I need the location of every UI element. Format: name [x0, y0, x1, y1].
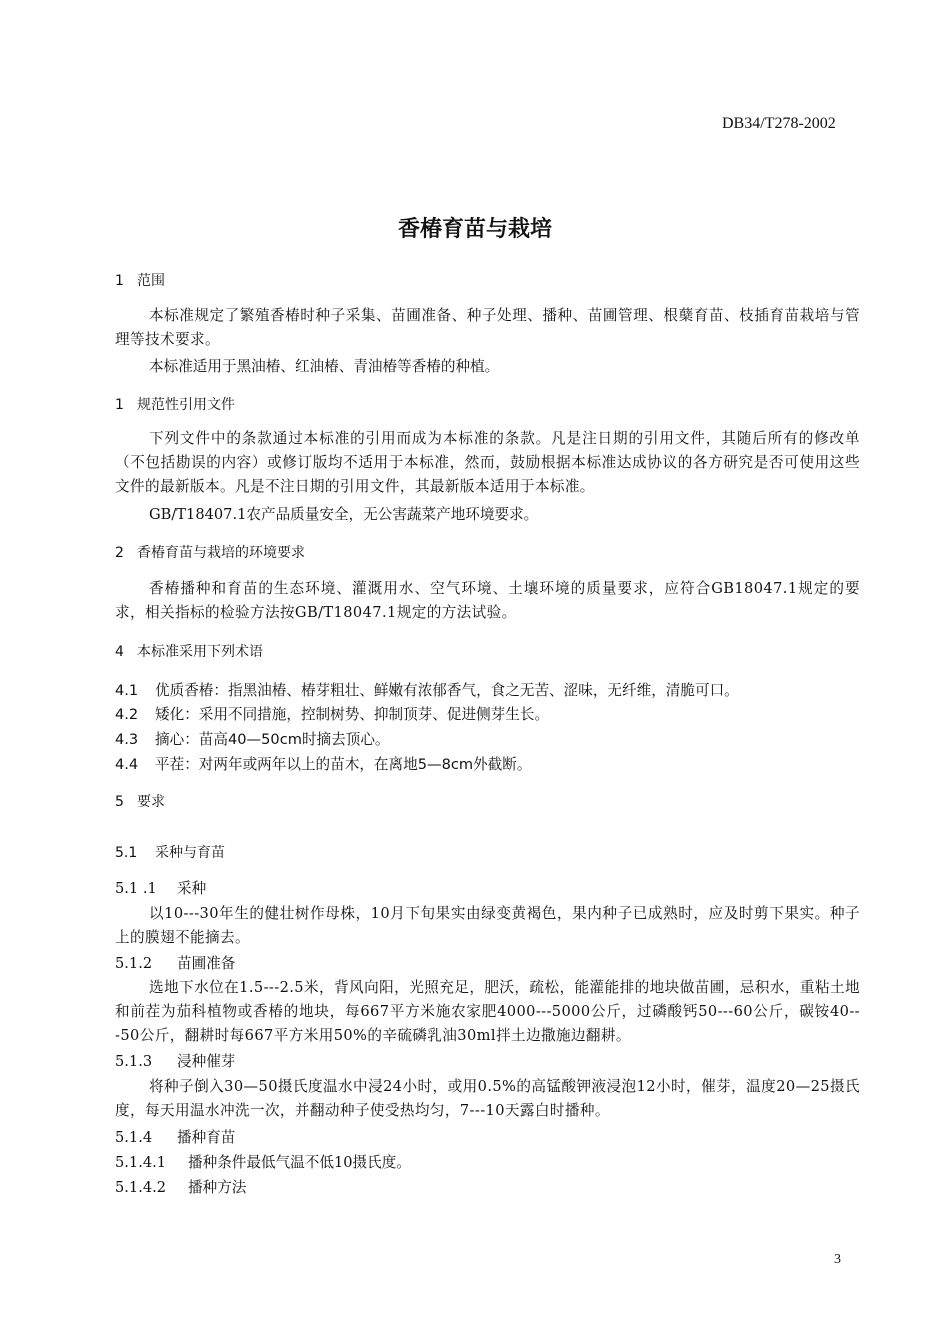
section-heading-scope [115, 269, 165, 293]
section-title: 播种方法 [188, 1179, 247, 1196]
section-title: 苗圃准备 [177, 955, 236, 972]
subsection-heading [115, 1126, 235, 1150]
section-number: 5 [115, 794, 124, 810]
term-item [115, 753, 531, 777]
term-text: 优质香椿：指黑油椿、椿芽粗壮、鲜嫩有浓郁香气，食之无苦、涩味，无纤维，清脆可口。 [155, 682, 739, 699]
section-title: 本标准采用下列术语 [137, 644, 263, 660]
paragraph: GB/T18407.1农产品质量安全，无公害蔬菜产地环境要求。 [149, 506, 539, 523]
subsection-heading [115, 1151, 411, 1175]
section-title: 要求 [137, 794, 165, 810]
section-number: 5.1.2 [115, 955, 153, 972]
section-number: 5.1 .1 [115, 880, 157, 897]
section-number: 5.1.4 [115, 1129, 153, 1146]
paragraph: 香椿播种和育苗的生态环境、灌溉用水、空气环境、土壤环境的质量要求，应符合GB18047.1规定的要求，相关指标的检验方法按GB/T18047.1规定的方法试验。 [115, 580, 860, 621]
document-code: DB34/T278-2002 [722, 115, 836, 132]
section-number: 4 [115, 644, 124, 660]
section-title: 范围 [137, 273, 165, 289]
term-text: 矮化：采用不同措施，控制树势、抑制顶芽、促进侧芽生长。 [155, 706, 550, 723]
section-title: 规范性引用文件 [137, 397, 235, 413]
section-number: 2 [115, 545, 124, 561]
paragraph: 以10---30年生的健壮树作母株，10月下旬果实由绿变黄褐色，果内种子已成熟时，应及时剪下果实。种子上的膜翅不能摘去。 [115, 905, 860, 946]
section-heading-environment [115, 541, 305, 565]
section-number: 5.1.4.2 [115, 1179, 167, 1196]
paragraph: 本标准规定了繁殖香椿时种子采集、苗圃准备、种子处理、播种、苗圃管理、根蘖育苗、枝插育苗栽培与管理等技术要求。 [115, 307, 860, 348]
section-heading-normative-references [115, 393, 235, 417]
subsection-heading [115, 841, 225, 865]
section-title: 香椿育苗与栽培的环境要求 [137, 545, 305, 561]
term-number: 4.4 [115, 756, 139, 773]
paragraph: 将种子倒入30—50摄氏度温水中浸24小时，或用0.5%的高锰酸钾液浸泡12小时，催芽，温度20—25摄氏度，每天用温水冲洗一次，并翻动种子使受热均匀，7---10天露白时播种。 [115, 1078, 860, 1119]
page-number: 3 [834, 1252, 841, 1267]
term-item [115, 728, 390, 752]
section-number: 5.1.4.1 [115, 1154, 167, 1171]
term-number: 4.1 [115, 682, 139, 699]
section-heading-requirements [115, 790, 165, 814]
subsection-heading [115, 1050, 235, 1074]
section-title: 采种 [177, 880, 207, 897]
paragraph: 选地下水位在1.5---2.5米，背风向阳，光照充足，肥沃，疏松，能灌能排的地块做苗圃，忌积水，重粘土地和前茬为茄科植物或香椿的地块，每667平方米施农家肥4000---5000公斤，过磷酸钙50---60公斤，碳铵40---50公斤，翻耕时每667平方米用50%的辛硫磷乳油30ml拌土边撒施边翻耕。 [115, 979, 860, 1044]
section-title: 播种条件最低气温不低10摄氏度。 [188, 1154, 411, 1171]
term-text: 平茬：对两年或两年以上的苗木，在离地5—8cm外截断。 [155, 756, 532, 773]
section-title: 浸种催芽 [177, 1053, 236, 1070]
section-title: 采种与育苗 [155, 845, 225, 861]
subsection-heading [115, 1176, 246, 1200]
paragraph: 下列文件中的条款通过本标准的引用而成为本标准的条款。凡是注日期的引用文件，其随后所有的修改单（不包括勘误的内容）或修订版均不适用于本标准，然而，鼓励根据本标准达成协议的各方研究是否可使用这些文件的最新版本。凡是不注日期的引用文件，其最新版本适用于本标准。 [115, 430, 860, 495]
term-number: 4.3 [115, 731, 139, 748]
section-number: 1 [115, 273, 124, 289]
term-text: 摘心：苗高40—50cm时摘去顶心。 [155, 731, 390, 748]
term-item [115, 703, 549, 727]
section-heading-terms [115, 640, 263, 664]
page-title: 香椿育苗与栽培 [397, 217, 552, 242]
subsection-heading [115, 877, 206, 901]
section-title: 播种育苗 [177, 1129, 236, 1146]
section-number: 1 [115, 397, 124, 413]
paragraph: 本标准适用于黑油椿、红油椿、青油椿等香椿的种植。 [149, 358, 500, 375]
section-number: 5.1 [115, 845, 138, 861]
subsection-heading [115, 952, 235, 976]
term-number: 4.2 [115, 706, 139, 723]
section-number: 5.1.3 [115, 1053, 153, 1070]
term-item [115, 679, 739, 703]
